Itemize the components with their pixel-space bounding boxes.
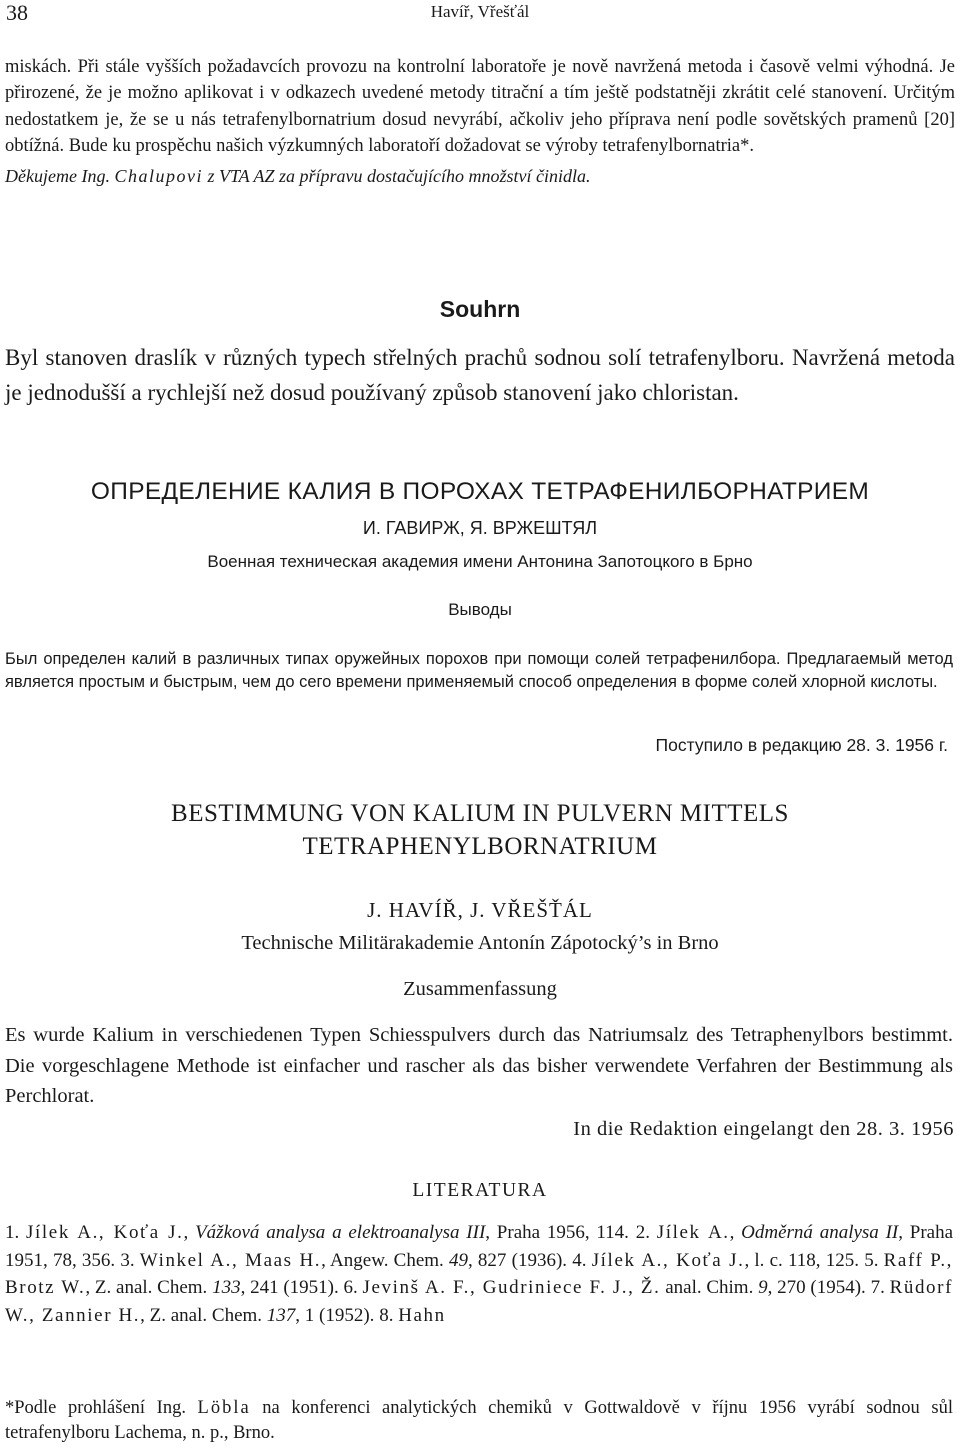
german-received-date: In die Redaktion eingelangt den 28. 3. 1956: [573, 1118, 954, 1140]
reference-item: 8. Hahn: [379, 1304, 446, 1326]
souhrn-body: Byl stanoven draslík v různých typech střelných prachů sodnou solí tetrafenylboru. Navržená metoda je jednodušší a rychlejší než dosud používaný způsob stanovení jako chloristan.: [5, 345, 955, 405]
acknowledgement: [5, 163, 955, 189]
german-title: [0, 797, 960, 863]
footnote: [5, 1396, 953, 1446]
footnote-name: Löbla: [197, 1398, 251, 1418]
running-head: [0, 0, 960, 30]
literature-list: [5, 1219, 953, 1329]
reference-item: 5. Raff P., Brotz W., Z. anal. Chem. 133, 241 (1951).: [5, 1249, 954, 1298]
page-number: 38: [6, 0, 28, 25]
german-affiliation: Technische Militärakademie Antonín Zápotocký’s in Brno: [241, 932, 719, 954]
footnote-suffix: na konferenci analytických chemiků v Gottwaldově v říjnu 1956 vyrábí sodnou sůl tetrafenylboru Lachema, n. p., Brno.: [5, 1398, 953, 1443]
acknowledgement-name: Chalupovi: [114, 165, 203, 186]
reference-item: 6. Jevinš A. F., Gudriniece F. J., Ž. anal. Chim. 9, 270 (1954).: [343, 1277, 871, 1298]
russian-summary-body: Был определен калий в различных типах оружейных порохов при помощи солей тетрафенилбора. Предлагаемый метод является простым и быстрым, чем до сего времени применяемый способ определения в форме солей хлорной кислоты.: [5, 650, 953, 691]
acknowledgement-prefix: Děkujeme Ing.: [5, 165, 115, 186]
czech-paragraph: miskách. Při stále vyšších požadavcích provozu na kontrolní laboratoře je nově navržená metoda i časově velmi výhodná. Je přirozené, že je možno aplikovat i v odkazech uvedené metody titrační a tím ještě podstatněji zkrátit celé stanovení. Určitým nedostatkem je, že se u nás tetrafenylbornatrium dosud nevyrábí, ačkoliv jeho příprava není podle sovětských pramenů [20] obtížná. Bude ku prospěchu našich výzkumných laboratoří dožadovat se výroby tetrafenylbornatria*.: [5, 57, 955, 157]
german-summary-heading: Zusammenfassung: [403, 978, 557, 1000]
russian-received-date: Поступило в редакцию 28. 3. 1956 г.: [655, 735, 948, 755]
reference-item: 7. Rüdorf W., Zannier H., Z. anal. Chem. 137, 1 (1952).: [5, 1277, 954, 1326]
czech-text-block: [5, 54, 955, 189]
german-summary-body: Es wurde Kalium in verschiedenen Typen Schiesspulvers durch das Natriumsalz des Tetraphenylbors bestimmt. Die vorgeschlagene Methode ist einfacher und rascher als das bisher verwendete Verfahren der Bestimmung als Perchlorat.: [5, 1024, 953, 1107]
literature-heading: LITERATURA: [412, 1180, 548, 1201]
acknowledgement-suffix: z VTA AZ za přípravu dostačujícího množství činidla.: [202, 165, 591, 186]
german-title-line-1: BESTIMMUNG VON KALIUM IN PULVERN MITTELS: [171, 800, 789, 827]
reference-item: 2. Jílek A., Odměrná analysa II, Praha 1951, 78, 356.: [5, 1222, 954, 1271]
german-title-line-2: TETRAPHENYLBORNATRIUM: [302, 833, 658, 860]
russian-affiliation: Военная техническая академия имени Антонина Запотоцкого в Брно: [207, 552, 753, 571]
souhrn-heading: Souhrn: [439, 296, 521, 322]
russian-authors: И. ГАВИРЖ, Я. ВРЖЕШТЯЛ: [362, 518, 598, 538]
footnote-prefix: *Podle prohlášení Ing.: [5, 1398, 198, 1418]
reference-item: 3. Winkel A., Maas H., Angew. Chem. 49, 827 (1936).: [120, 1249, 573, 1271]
running-head-authors: Havíř, Vřešťál: [430, 2, 530, 21]
reference-item: 4. Jílek A., Koťa J., l. c. 118, 125.: [572, 1249, 865, 1271]
russian-title: ОПРЕДЕЛЕНИЕ КАЛИЯ В ПОРОХАХ ТЕТРАФЕНИЛБОРНАТРИЕМ: [90, 478, 870, 505]
reference-item: 1. Jílek A., Koťa J., Vážková analysa a elektroanalysa III, Praha 1956, 114.: [5, 1222, 636, 1243]
german-authors: J. HAVÍŘ, J. VŘEŠŤÁL: [367, 898, 593, 922]
russian-summary-heading: Выводы: [448, 600, 512, 619]
